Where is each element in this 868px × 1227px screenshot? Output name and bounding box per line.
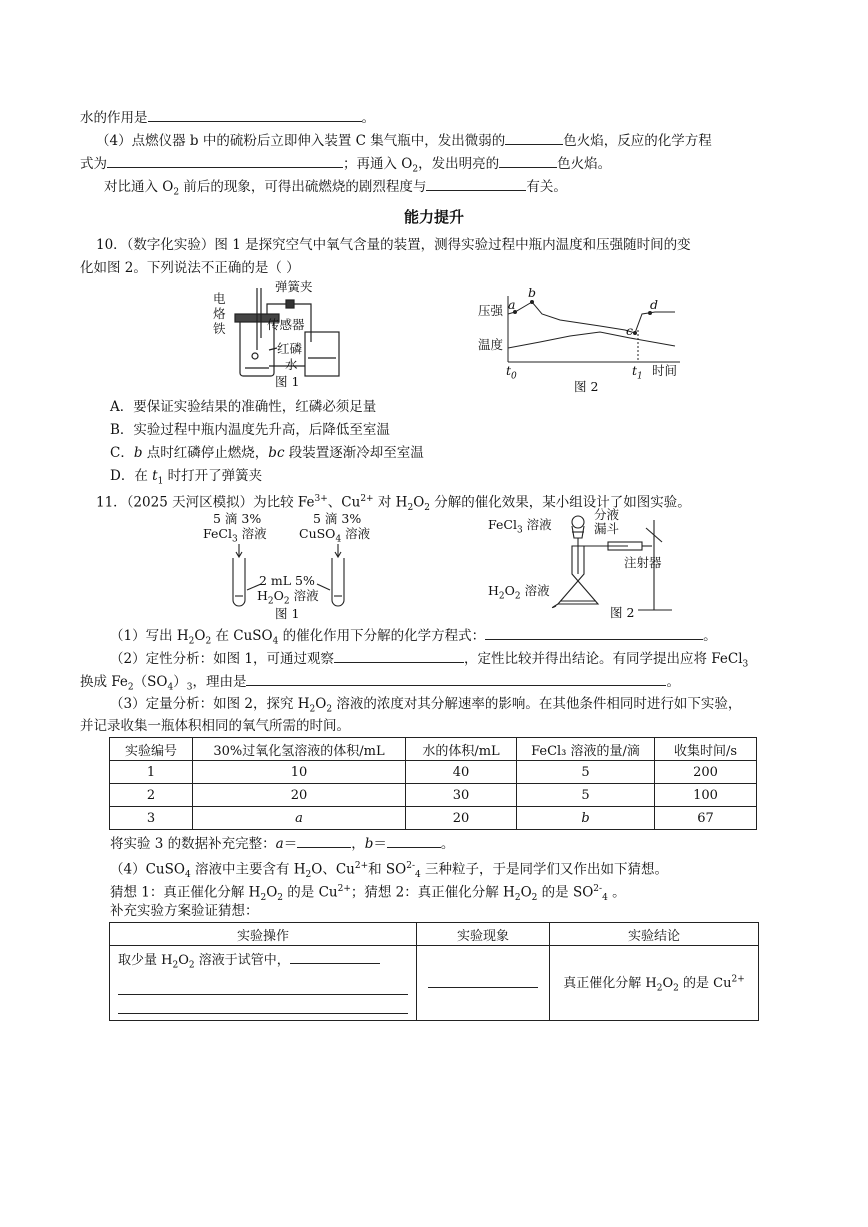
table-header: 实验现象 — [417, 923, 550, 946]
answer-blank[interactable] — [426, 177, 526, 191]
answer-blank[interactable] — [107, 154, 343, 168]
answer-blank[interactable] — [246, 672, 666, 686]
table-cell: 10 — [193, 761, 406, 784]
point-a: a — [508, 297, 516, 312]
text-line: 对比通入 $O_2$ 前后的现象，可得出硫燃烧的剧烈程度与 有关。 — [104, 179, 567, 198]
question-10-stem: 化如图 2。下列说法不正确的是（ ） — [80, 260, 300, 276]
table-header: 水的体积/mL — [406, 738, 517, 761]
table-row — [110, 807, 757, 830]
point-c: c — [626, 323, 634, 338]
h2o2-flask-label: $H_2O_2$ 溶液 — [488, 583, 550, 602]
label-luo: 烙 — [213, 306, 226, 321]
point-d: d — [650, 297, 659, 312]
option-c[interactable]: C．b 点时红磷停止燃烧，bc 段装置逐渐冷却至室温 — [110, 445, 424, 461]
table-cell: 3 — [110, 807, 193, 830]
test-tube-figure-1 — [195, 510, 385, 624]
table-header: FeCl₃ 溶液的量/滴 — [517, 738, 655, 761]
table-header: 实验结论 — [550, 923, 759, 946]
drop-label-1: 5 滴 3% — [213, 511, 262, 526]
table-cell: a — [193, 807, 406, 830]
label-red-phosphorus: 红磷 — [277, 341, 303, 356]
flask-figure-2 — [488, 506, 688, 624]
fill-line: 将实验 3 的数据补充完整：a＝ ，b＝ 。 — [110, 836, 455, 852]
table-header: 收集时间/s — [655, 738, 757, 761]
label-pressure: 压强 — [478, 303, 504, 318]
label-water: 水 — [285, 357, 298, 372]
plan-line: 补充实验方案验证猜想： — [110, 903, 259, 919]
drop-label-2: CuSO$_4$ 溶液 — [299, 526, 371, 545]
option-a[interactable]: A．要保证实验结果的准确性，红磷必须足量 — [110, 399, 377, 415]
figure-caption: 图 1 — [275, 606, 300, 621]
h2o2-label: $H_2O_2$ 溶液 — [257, 588, 319, 607]
label-dian: 电 — [213, 291, 226, 306]
table-cell: 1 — [110, 761, 193, 784]
section-title: 能力提升 — [403, 208, 464, 226]
text-line: （4）点燃仪器 b 中的硫粉后立即伸入装置 C 集气瓶中，发出微弱的 色火焰，反应的化学方程 — [96, 133, 712, 149]
funnel-label: 分液 — [594, 507, 620, 522]
option-d[interactable]: D．在 $t_1$ 时打开了弹簧夹 — [110, 468, 263, 487]
h2o2-label: 2 mL 5% — [259, 573, 315, 588]
label-time: 时间 — [652, 363, 678, 378]
table-row — [110, 761, 757, 784]
answer-blank[interactable] — [297, 834, 351, 848]
table-row — [110, 946, 759, 1021]
q11-part3: （3）定量分析：如图 2，探究 $H_2O_2$ 溶液的浓度对其分解速率的影响。在其他条件相同时进行如下实验， — [110, 696, 742, 715]
table-row — [110, 784, 757, 807]
answer-blank[interactable] — [290, 950, 380, 964]
label-temperature: 温度 — [478, 337, 504, 352]
label-sensor: 传感器 — [267, 317, 305, 332]
phenomenon-cell — [417, 946, 550, 1021]
table-cell: 20 — [406, 807, 517, 830]
drop-label-1: FeCl$_3$ 溶液 — [203, 526, 267, 545]
answer-blank[interactable] — [505, 131, 563, 145]
drop-label-2: 5 滴 3% — [313, 511, 362, 526]
q11-part3: 并记录收集一瓶体积相同的氧气所需的时间。 — [80, 718, 350, 734]
table-header-row — [110, 738, 757, 761]
fecl3-label: FeCl$_3$ 溶液 — [488, 517, 552, 536]
answer-blank[interactable] — [428, 974, 538, 988]
apparatus-drawing — [205, 278, 355, 388]
table-cell: 2 — [110, 784, 193, 807]
table-header: 30%过氧化氢溶液的体积/mL — [193, 738, 406, 761]
point-b: b — [528, 285, 537, 300]
table-cell: 20 — [193, 784, 406, 807]
tick-t0: $t_0$ — [506, 363, 517, 382]
curve-figure-2 — [470, 286, 690, 394]
table-cell: 67 — [655, 807, 757, 830]
answer-blank[interactable] — [485, 626, 703, 640]
table-cell: 40 — [406, 761, 517, 784]
conclusion-cell: 真正催化分解 $H_2O_2$ 的是 $Cu^{2+}$ — [550, 946, 759, 1021]
label-tie: 铁 — [213, 321, 226, 336]
table-header-row — [110, 923, 759, 946]
figure-caption: 图 1 — [275, 374, 300, 389]
table-header: 实验操作 — [110, 923, 417, 946]
table-cell: 200 — [655, 761, 757, 784]
answer-blank[interactable] — [499, 154, 557, 168]
answer-blank[interactable] — [148, 108, 362, 122]
answer-blank[interactable] — [118, 976, 408, 995]
table-header: 实验编号 — [110, 738, 193, 761]
figure-caption: 图 2 — [574, 379, 599, 394]
operation-cell: 取少量 $H_2O_2$ 溶液于试管中， — [110, 946, 417, 1021]
answer-blank[interactable] — [387, 834, 441, 848]
text-line: 水的作用是 。 — [80, 110, 375, 126]
table-cell: 30 — [406, 784, 517, 807]
option-b[interactable]: B．实验过程中瓶内温度先升高，后降低至室温 — [110, 422, 390, 438]
question-10-stem: 10．（数字化实验）图 1 是探究空气中氧气含量的装置，测得实验过程中瓶内温度和压强随时间的变 — [96, 237, 691, 253]
answer-blank[interactable] — [334, 649, 464, 663]
table-cell: 100 — [655, 784, 757, 807]
tick-t1: $t_1$ — [632, 363, 643, 382]
plan-table — [109, 922, 759, 1021]
table-cell: b — [517, 807, 655, 830]
q11-part4: （4）CuSO$_4$ 溶液中主要含有 $H_2O$、$Cu^{2+}$和 $SO^{2-}_4$ 三种粒子，于是同学们又作出如下猜想。 — [110, 861, 669, 881]
text-line: 式为 ；再通入 $O_2$，发出明亮的 色火焰。 — [80, 156, 612, 175]
question-11-stem: 11．（2025 天河区模拟）为比较 $Fe^{3+}$、$Cu^{2+}$ 对 $H_2O_2$ 分解的催化效果，某小组设计了如图实验。 — [96, 494, 691, 514]
answer-blank[interactable] — [118, 995, 408, 1014]
apparatus-figure-1 — [205, 278, 355, 388]
table-cell: 5 — [517, 761, 655, 784]
q11-part2: （2）定性分析：如图 1，可通过观察 ，定性比较并得出结论。有同学提出应将 FeCl$_3$ — [110, 651, 749, 670]
label-spring-clip: 弹簧夹 — [275, 279, 313, 294]
data-table — [109, 737, 757, 830]
hypothesis-line: 猜想 1：真正催化分解 $H_2O_2$ 的是 $Cu^{2+}$；猜想 2：真正催化分解 $H_2O_2$ 的是 $SO^{2-}_4$ 。 — [110, 884, 626, 904]
syringe-label: 注射器 — [624, 555, 662, 570]
table-cell: 5 — [517, 784, 655, 807]
funnel-label: 漏斗 — [594, 521, 620, 536]
q11-part2: 换成 $Fe_2(SO_4)_3$，理由是 。 — [80, 674, 680, 693]
q11-part1: （1）写出 $H_2O_2$ 在 CuSO$_4$ 的催化作用下分解的化学方程式： 。 — [110, 628, 717, 647]
figure-caption: 图 2 — [610, 605, 635, 620]
